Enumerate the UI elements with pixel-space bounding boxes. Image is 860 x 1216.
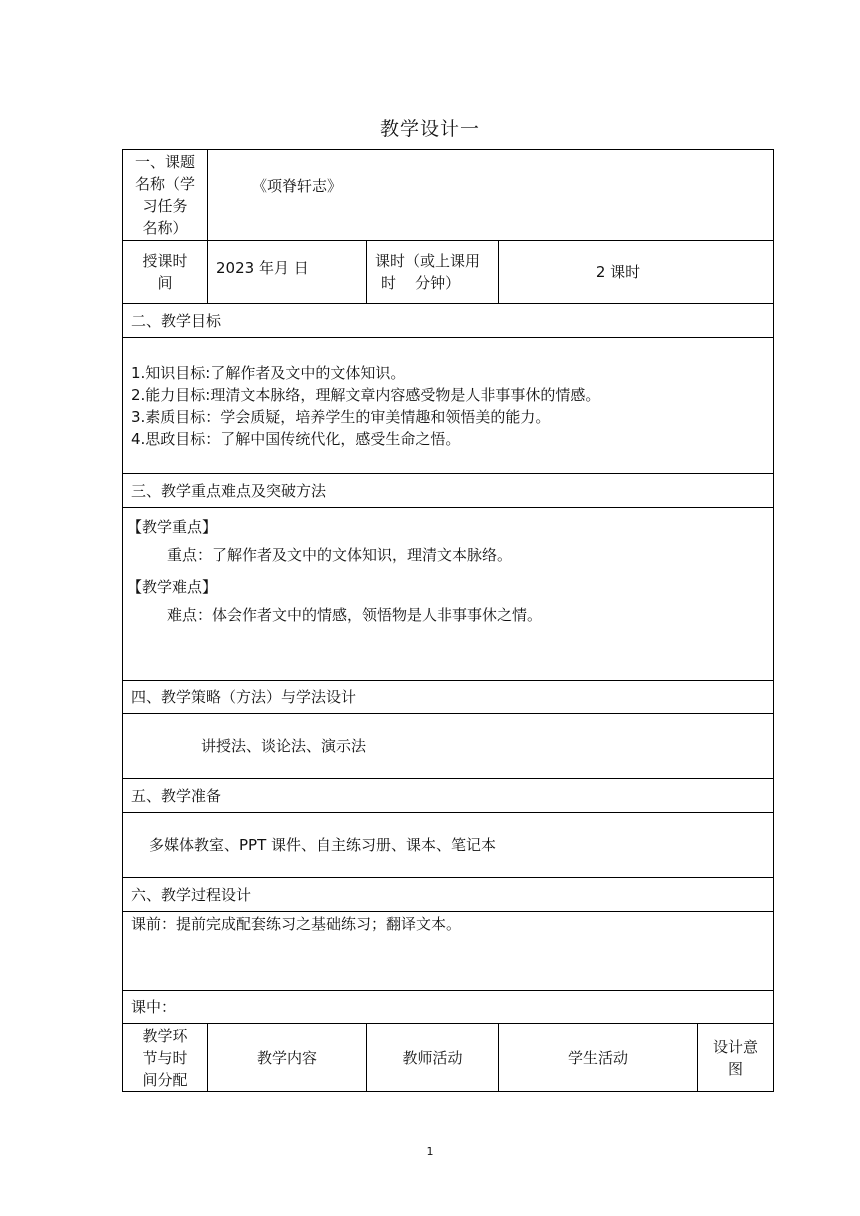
label-line: 名称） xyxy=(142,219,188,237)
teaching-objectives-content xyxy=(123,338,774,474)
col-stage-time xyxy=(123,1024,208,1092)
lesson-title-row xyxy=(123,150,774,241)
section-header-row xyxy=(123,878,774,912)
label-line: 间 xyxy=(157,274,173,292)
header-line: 图 xyxy=(728,1059,744,1078)
label-line: 习任务 xyxy=(142,197,188,215)
difficult-point-text: 难点：体会作者文中的情感，领悟物是人非事事休之情。 xyxy=(167,606,543,624)
time-row xyxy=(123,241,774,304)
class-period-value xyxy=(499,241,774,304)
teaching-date-text: 2023 年月 日 xyxy=(216,259,309,277)
lesson-title-value xyxy=(208,150,774,241)
teaching-preparation-row xyxy=(123,813,774,878)
key-point-text: 重点：了解作者及文中的文体知识，理清文本脉络。 xyxy=(167,546,513,564)
section-header-row xyxy=(123,779,774,813)
key-point-label: 【教学重点】 xyxy=(127,518,218,536)
objective-item: 1.知识目标:了解作者及文中的文体知识。 xyxy=(131,363,406,382)
before-class-row xyxy=(123,912,774,991)
key-difficult-points-content xyxy=(123,508,774,681)
class-period-text: 2 课时 xyxy=(595,263,641,281)
process-table-header-row xyxy=(123,1024,774,1092)
objective-item: 2.能力目标:理清文本脉络，理解文章内容感受物是人非事事休的情感。 xyxy=(131,385,601,404)
col-teacher-activity: 教师活动 xyxy=(367,1024,499,1092)
col-design-intent xyxy=(698,1024,774,1092)
teaching-preparation-text: 多媒体教室、PPT 课件、自主练习册、课本、笔记本 xyxy=(123,813,774,878)
header-line: 间分配 xyxy=(142,1070,188,1089)
key-difficult-points-row xyxy=(123,508,774,681)
before-class-text: 课前：提前完成配套练习之基础练习；翻译文本。 xyxy=(123,912,774,991)
objective-item: 3.素质目标：学会质疑，培养学生的审美情趣和领悟美的能力。 xyxy=(131,407,551,426)
document-title: 教学设计一 xyxy=(379,118,480,140)
label-line: 时 分钟） xyxy=(381,274,461,292)
teaching-strategy-row xyxy=(123,714,774,779)
header-line: 节与时 xyxy=(142,1048,188,1067)
in-class-label: 课中： xyxy=(123,991,774,1024)
objective-item: 4.思政目标：了解中国传统代化，感受生命之悟。 xyxy=(131,429,461,448)
teaching-strategy-text: 讲授法、谈论法、演示法 xyxy=(123,714,774,779)
lesson-plan-table xyxy=(122,149,774,1092)
section-header-row xyxy=(123,304,774,338)
difficult-point-label: 【教学难点】 xyxy=(127,578,218,596)
section-header-row xyxy=(123,474,774,508)
col-student-activity: 学生活动 xyxy=(499,1024,698,1092)
class-period-label xyxy=(367,241,499,304)
header-line: 教学环 xyxy=(142,1026,188,1045)
label-line: 授课时 xyxy=(142,252,188,270)
teaching-objectives-row xyxy=(123,338,774,474)
teaching-preparation-header: 五、教学准备 xyxy=(123,779,774,813)
key-difficult-points-header: 三、教学重点难点及突破方法 xyxy=(123,474,774,508)
label-line: 课时（或上课用 xyxy=(375,252,481,270)
teaching-time-label xyxy=(123,241,208,304)
label-line: 一、课题 xyxy=(134,153,195,171)
teaching-objectives-header: 二、教学目标 xyxy=(123,304,774,338)
lesson-title-text: 《项脊轩志》 xyxy=(252,177,343,195)
col-teaching-content: 教学内容 xyxy=(208,1024,367,1092)
label-line: 名称（学 xyxy=(134,175,195,193)
in-class-row xyxy=(123,991,774,1024)
teaching-date-value xyxy=(208,241,367,304)
teaching-process-header: 六、教学过程设计 xyxy=(123,878,774,912)
header-line: 设计意 xyxy=(713,1037,759,1056)
page-number: 1 xyxy=(426,1145,434,1158)
lesson-title-label xyxy=(123,150,208,241)
section-header-row xyxy=(123,681,774,714)
teaching-strategy-header: 四、教学策略（方法）与学法设计 xyxy=(123,681,774,714)
